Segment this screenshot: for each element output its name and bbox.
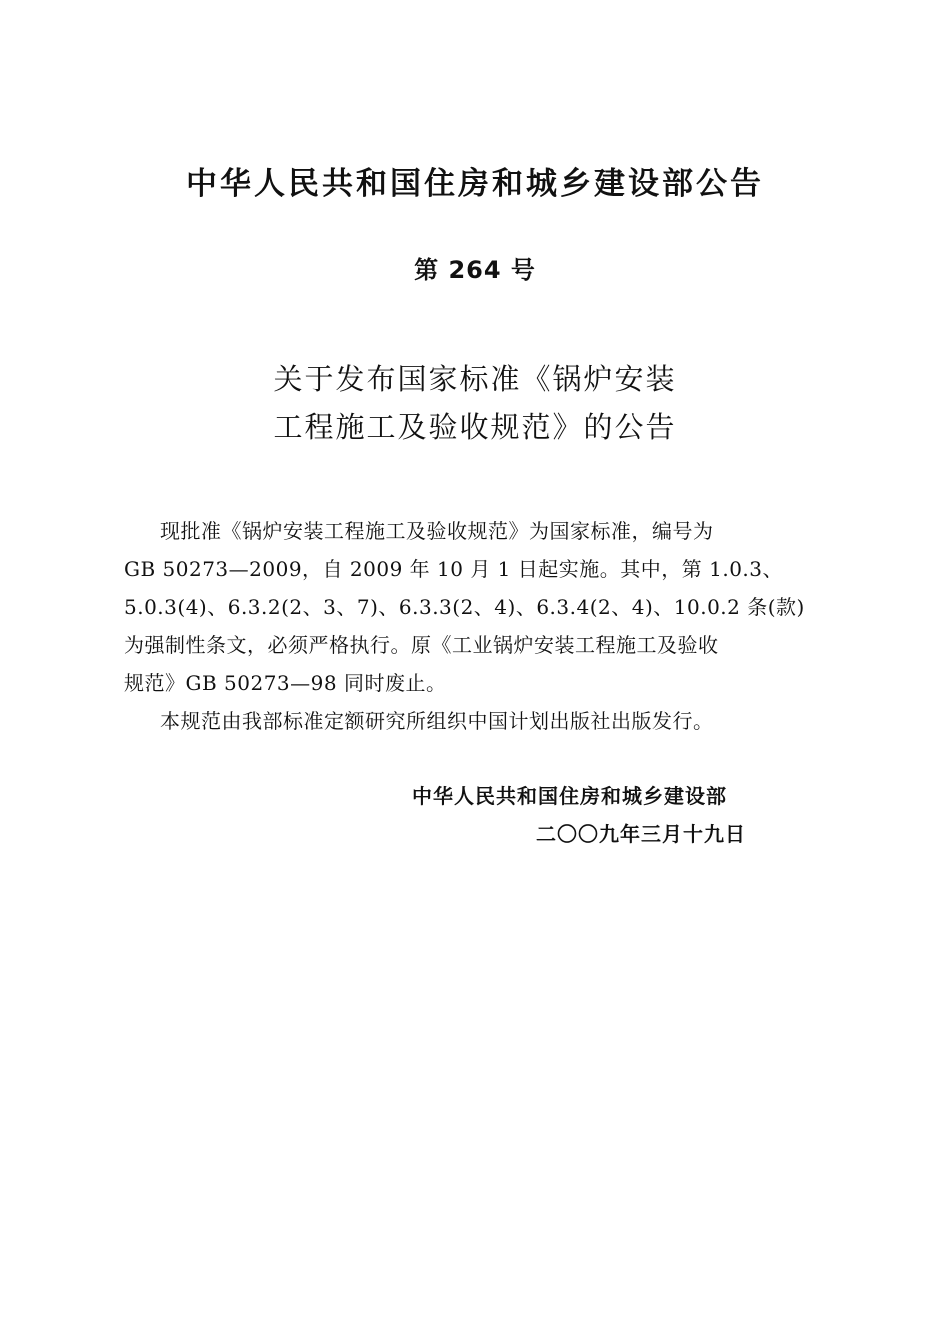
subject-line-2: 工程施工及验收规范》的公告 bbox=[273, 410, 677, 444]
signature-organization: 中华人民共和国住房和城乡建设部 bbox=[412, 784, 727, 808]
announcement-number: 第 264 号 bbox=[414, 256, 536, 284]
announcement-title: 中华人民共和国住房和城乡建设部公告 bbox=[186, 166, 764, 202]
body-line-5: 规范》GB 50273—98 同时废止。 bbox=[124, 671, 447, 695]
body-line-4: 为强制性条文，必须严格执行。原《工业锅炉安装工程施工及验收 bbox=[124, 633, 719, 657]
body-line-1: 现批准《锅炉安装工程施工及验收规范》为国家标准，编号为 bbox=[160, 519, 714, 543]
body-line-3: 5.0.3(4)、6.3.2(2、3、7)、6.3.3(2、4)、6.3.4(2、4)、10.0.2 条(款) bbox=[124, 595, 805, 619]
signature-date: 二〇〇九年三月十九日 bbox=[536, 822, 746, 846]
subject-line-1: 关于发布国家标准《锅炉安装 bbox=[273, 362, 677, 396]
body-line-2: GB 50273—2009，自 2009 年 10 月 1 日起实施。其中，第 1.0.3、 bbox=[124, 557, 784, 581]
body-line-6: 本规范由我部标准定额研究所组织中国计划出版社出版发行。 bbox=[160, 709, 714, 733]
